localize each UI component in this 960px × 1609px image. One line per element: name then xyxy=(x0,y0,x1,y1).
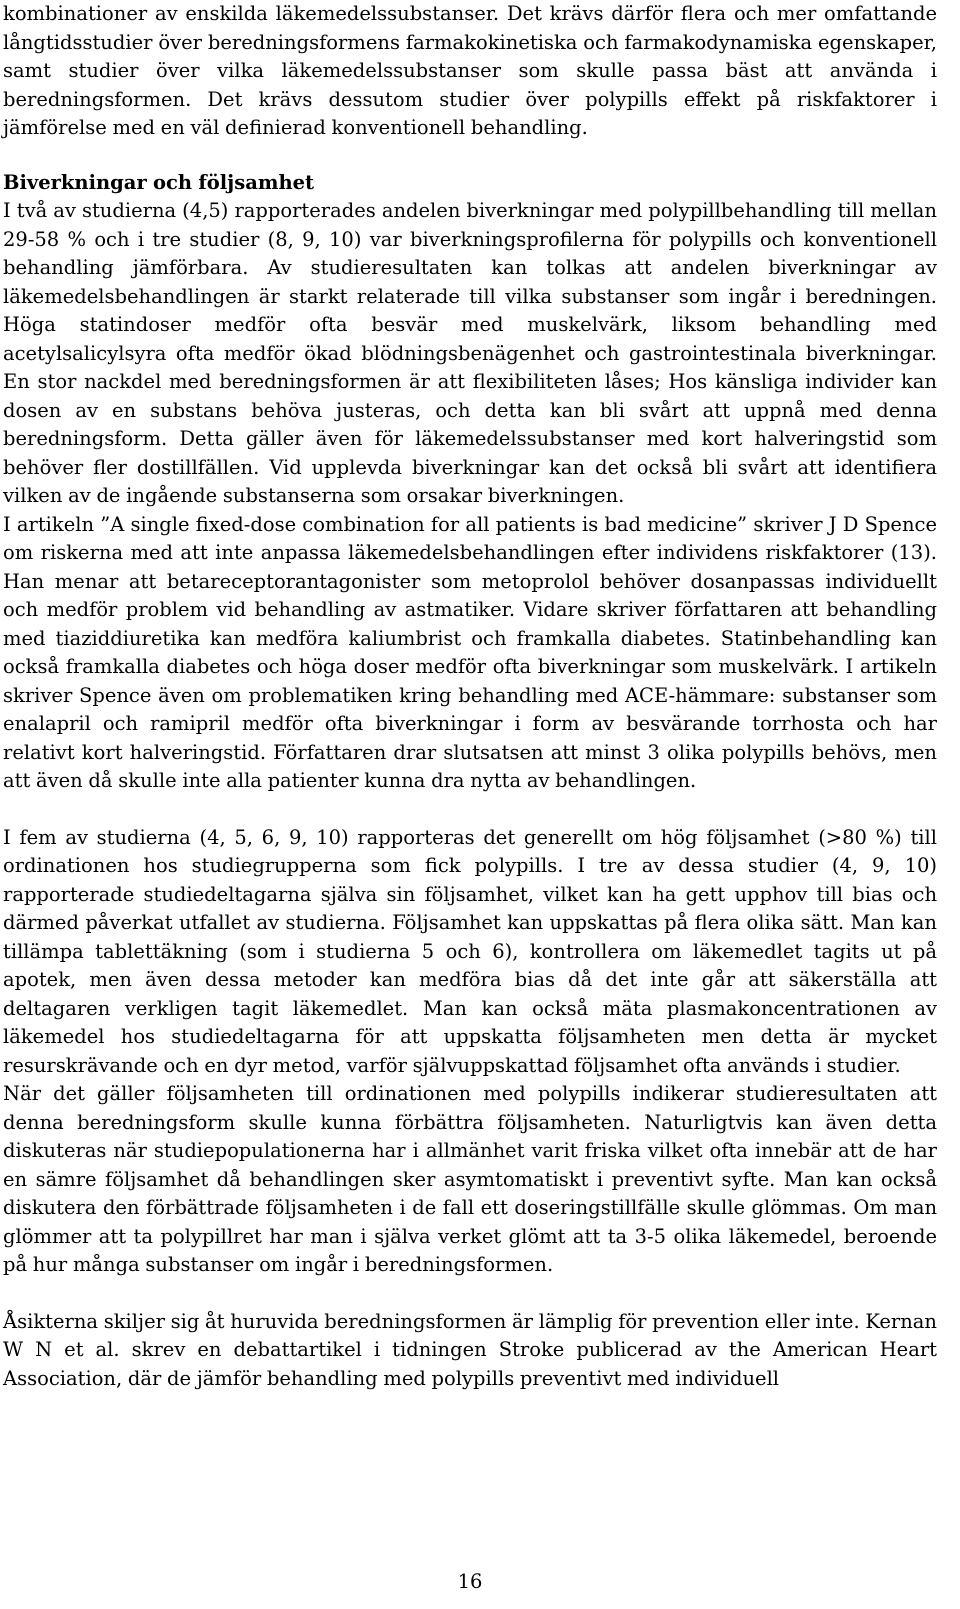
paragraph-spence: I artikeln ”A single fixed-dose combination for all patients is bad medicine” skriver J D Spence om riskerna med att inte anpassa läkemedelsbehandlingen efter individens riskfaktorer (13). Han menar att betareceptorantagonister som metoprolol behöver dosanpassas individuellt och medför problem vid behandling av astmatiker. Vidare skriver författaren att behandling med tiaziddiuretika kan medföra kaliumbrist och framkalla diabetes. Statinbehandling kan också framkalla diabetes och höga doser medför ofta biverkningar som muskelvärk. I artikeln skriver Spence även om problematiken kring behandling med ACE-hämmare: substanser som enalapril och ramipril medför ofta biverkningar i form av besvärande torrhosta och har relativt kort halveringstid. Författaren drar slutsatsen att minst 3 olika polypills behövs, men att även då skulle inte alla patienter kunna dra nytta av behandlingen. xyxy=(3,512,937,792)
document-page xyxy=(3,0,937,1393)
page-number: 16 xyxy=(457,1570,483,1593)
paragraph-adherence: I fem av studierna (4, 5, 6, 9, 10) rapporteras det generellt om hög följsamhet (>80 %) till ordinationen hos studiegrupperna som fick polypills. I tre av dessa studier (4, 9, 10) rapporterade studiedeltagarna själva sin följsamhet, vilket kan ha gett upphov till bias och därmed påverkat utfallet av studierna. Följsamhet kan uppskattas på flera olika sätt. Man kan tillämpa tablettäkning (som i studierna 5 och 6), kontrollera om läkemedlet tagits ut på apotek, men även dessa metoder kan medföra bias då det inte går att säkerställa att deltagaren verkligen tagit läkemedlet. Man kan också mäta plasmakoncentrationen av läkemedel hos studiedeltagarna för att uppskatta följsamheten men detta är mycket resurskrävande och en dyr metod, varför självuppskattad följsamhet ofta används i studier. xyxy=(3,825,937,1077)
paragraph-intro: kombinationer av enskilda läkemedelssubstanser. Det krävs därför flera och mer omfattande långtidsstudier över beredningsformens farmakokinetiska och farmakodynamiska egenskaper, samt studier över vilka läkemedelssubstanser som skulle passa bäst att använda i beredningsformen. Det krävs dessutom studier över polypills effekt på riskfaktorer i jämförelse med en väl definierad konventionell behandling. xyxy=(3,2,937,139)
paragraph-adherence-discussion: När det gäller följsamheten till ordinationen med polypills indikerar studieresultaten att denna beredningsform skulle kunna förbättra följsamheten. Naturligtvis kan även detta diskuteras när studiepopulationerna har i allmänhet varit friska vilket ofta innebär att de har en sämre följsamhet då behandlingen sker asymtomatiskt i preventivt syfte. Man kan också diskutera den förbättrade följsamheten i de fall ett doseringstillfälle skulle glömmas. Om man glömmer att ta polypillret har man i själva verket glömt att ta 3-5 olika läkemedel, beroende på hur många substanser om ingår i beredningsformen. xyxy=(3,1082,937,1276)
section-heading: Biverkningar och följsamhet xyxy=(3,170,315,194)
paragraph-side-effects: I två av studierna (4,5) rapporterades andelen biverkningar med polypillbehandling till mellan 29-58 % och i tre studier (8, 9, 10) var biverkningsprofilerna för polypills och konventionell behandling jämförbara. Av studieresultaten kan tolkas att andelen biverkningar av läkemedelsbehandlingen är starkt relaterade till vilka substanser som ingår i beredningen. Höga statindoser medför ofta besvär med muskelvärk, liksom behandling med acetylsalicylsyra ofta medför ökad blödningsbenägenhet och gastrointestinala biverkningar. En stor nackdel med beredningsformen är att flexibiliteten låses; Hos känsliga individer kan dosen av en substans behöva justeras, och detta kan bli svårt att uppnå med denna beredningsform. Detta gäller även för läkemedelssubstanser med kort halveringstid som behöver fler dostillfällen. Vid upplevda biverkningar kan det också bli svårt att identifiera vilken av de ingående substanserna som orsakar biverkningen. xyxy=(3,199,937,507)
paragraph-opinions: Åsikterna skiljer sig åt huruvida beredningsformen är lämplig för prevention eller inte. Kernan W N et al. skrev en debattartikel i tidningen Stroke publicerad av the American Heart Association, där de jämför behandling med polypills preventivt med individuell xyxy=(3,1309,937,1390)
